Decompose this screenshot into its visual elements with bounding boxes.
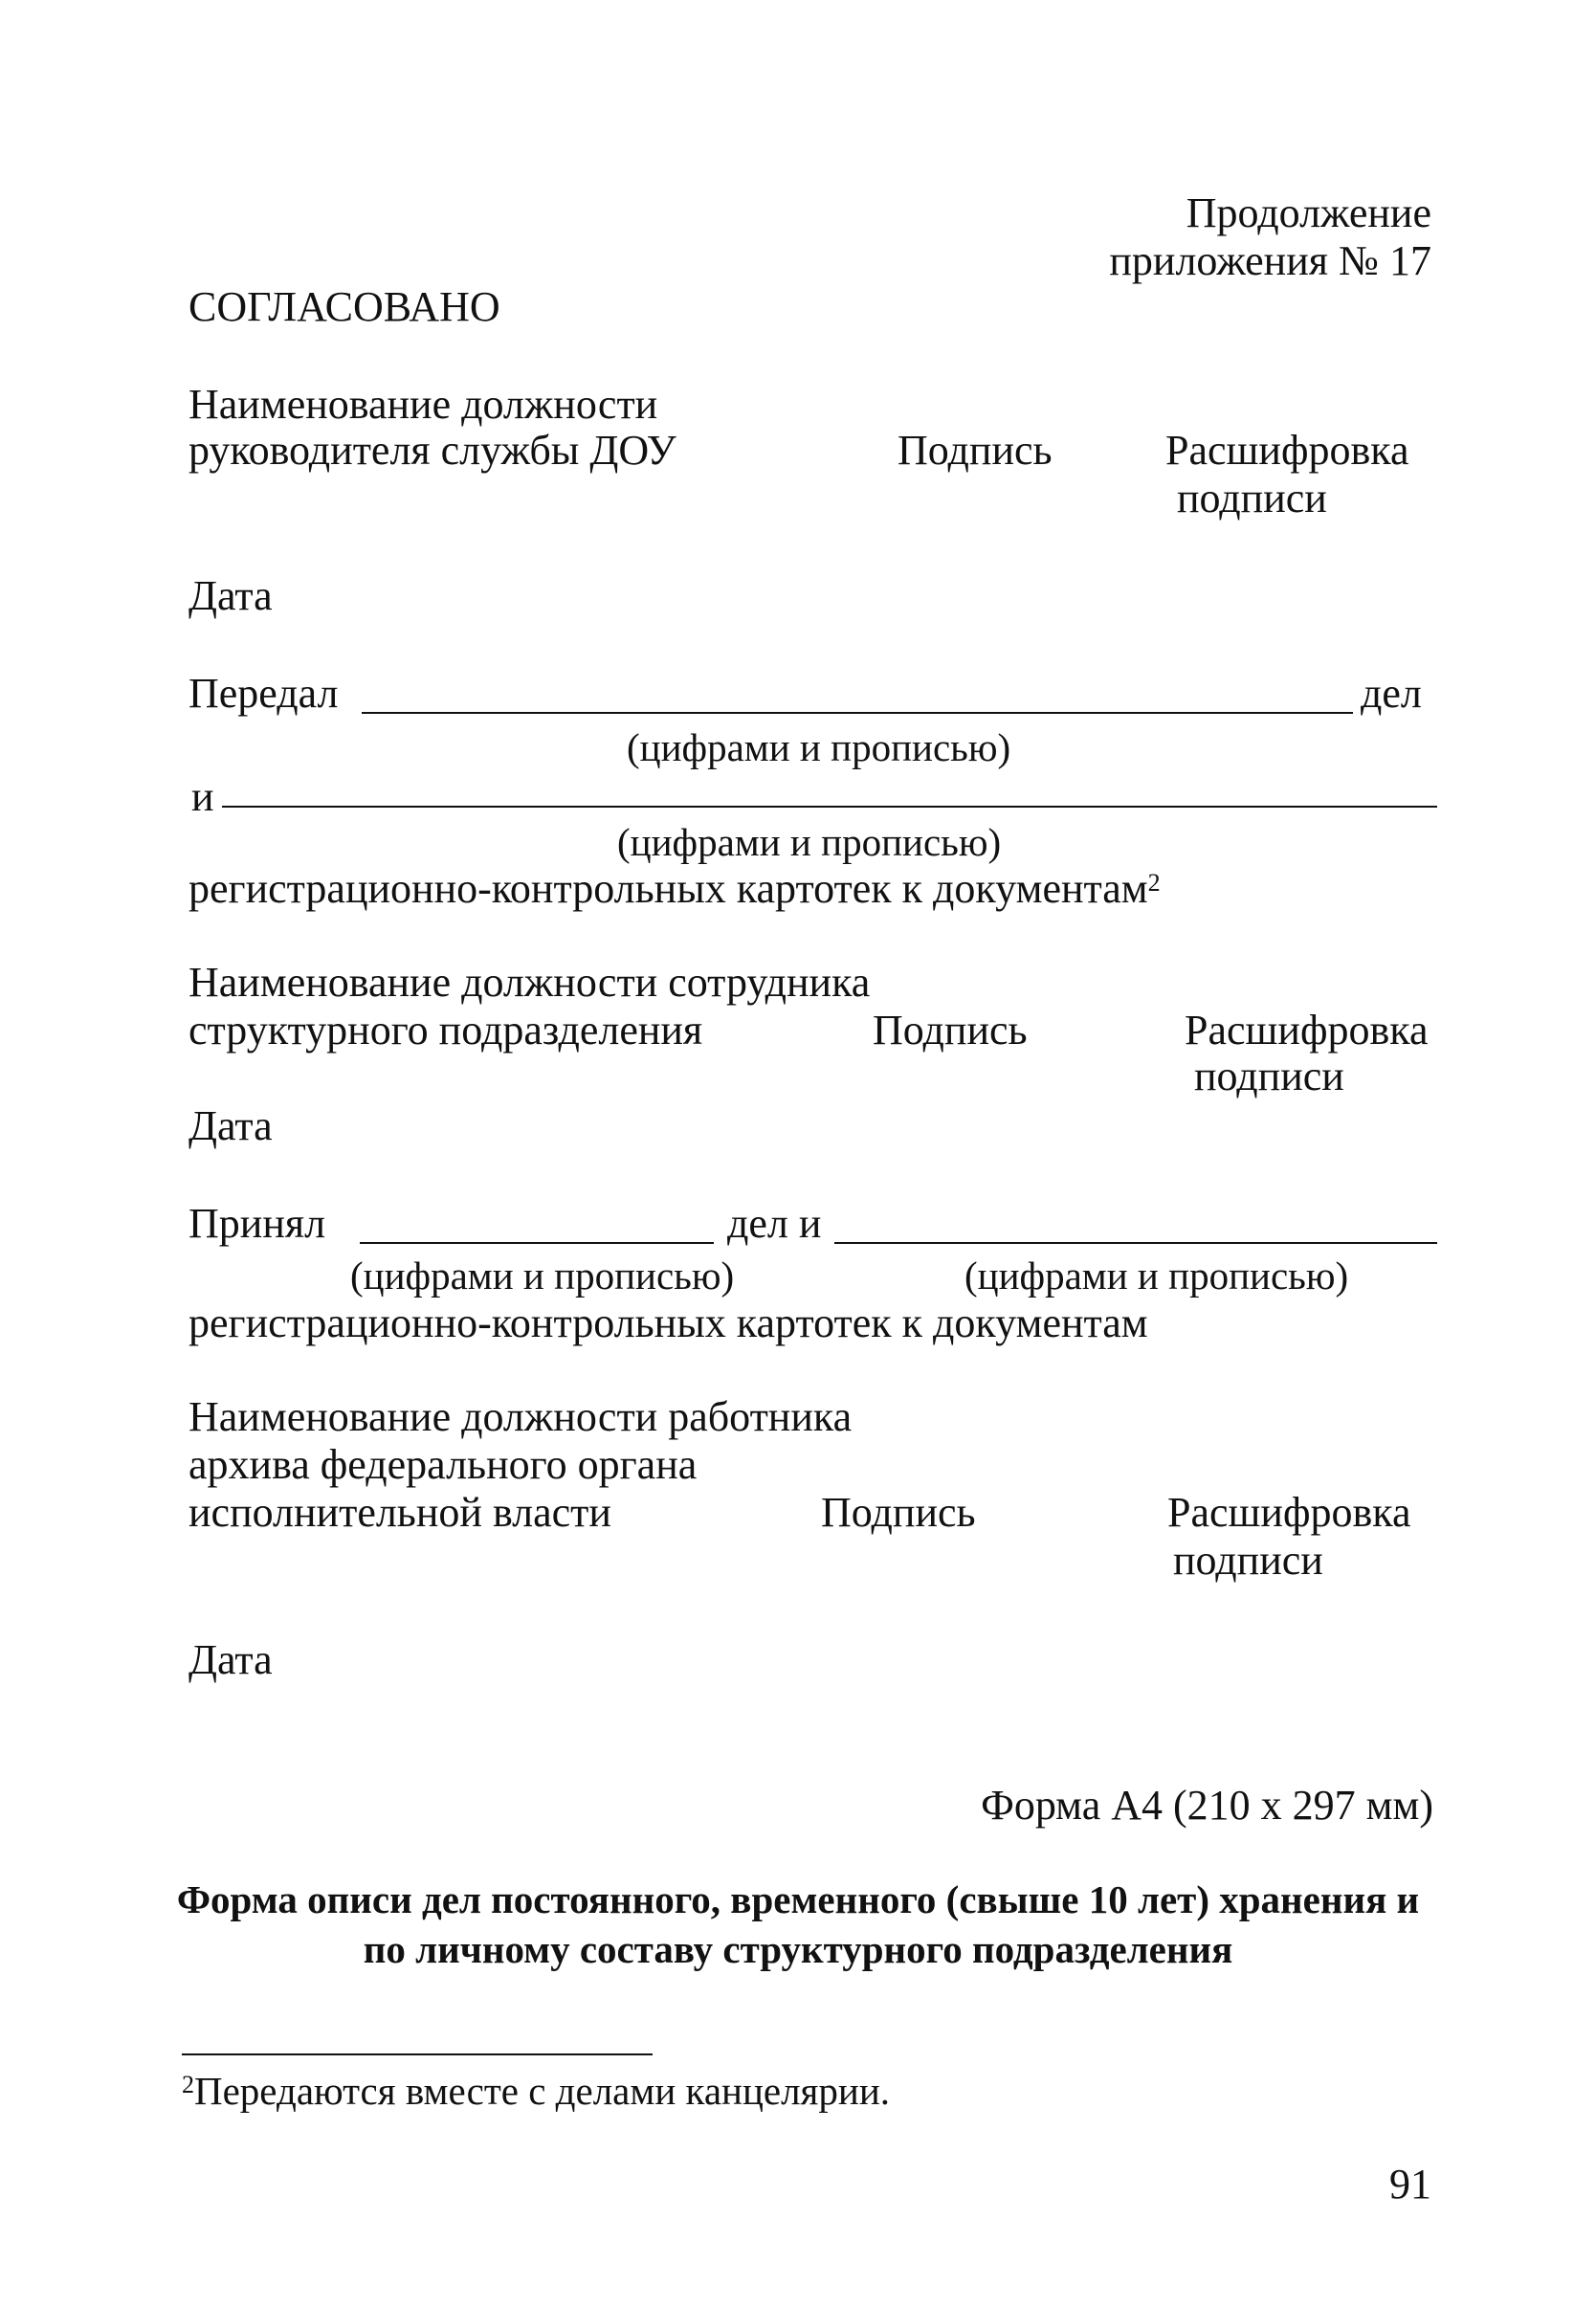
accepted-cases-line <box>360 1242 714 1244</box>
accepted-label: Принял <box>188 1200 326 1247</box>
block1-position-line1: Наименование должности <box>188 381 658 428</box>
block1-signature: Подпись <box>898 427 1053 474</box>
block2-position-line1: Наименование должности сотрудника <box>188 959 871 1006</box>
cards-line-1 <box>188 865 1161 913</box>
footnote-ref: 2 <box>1147 869 1161 897</box>
accepted-cards-line <box>834 1242 1437 1244</box>
handed-over-label: Передал <box>188 670 339 717</box>
continuation-line1: Продолжение <box>1186 189 1431 236</box>
hint-digits-words-left: (цифрами и прописью) <box>350 1254 735 1298</box>
block3-position-line3: исполнительной власти <box>188 1489 611 1536</box>
cases-label: дел <box>1361 670 1422 717</box>
footnote-mark: 2 <box>182 2071 194 2098</box>
form-title-line2: по личному составу структурного подразделения <box>363 1927 1233 1971</box>
page-number: 91 <box>1389 2161 1431 2208</box>
continuation-line2: приложения № 17 <box>1109 237 1431 284</box>
and-line <box>222 806 1437 808</box>
and-label: и <box>191 773 214 820</box>
footnote-text: Передаются вместе с делами канцелярии. <box>194 2069 891 2113</box>
block3-position-line2: архива федерального органа <box>188 1441 698 1488</box>
block3-date: Дата <box>188 1636 273 1683</box>
footnote-separator <box>182 2053 653 2055</box>
block3-signature: Подпись <box>821 1489 976 1536</box>
form-format: Форма А4 (210 х 297 мм) <box>981 1782 1433 1829</box>
block1-decoding-line2: подписи <box>1177 475 1327 522</box>
cases-and-label: дел и <box>727 1200 822 1247</box>
form-title-line1: Форма описи дел постоянного, временного (свыше 10 лет) хранения и <box>176 1877 1420 1921</box>
cards-line-2: регистрационно-контрольных картотек к документам <box>188 1299 1148 1346</box>
block2-position-line2: структурного подразделения <box>188 1007 703 1054</box>
block2-signature: Подпись <box>873 1007 1028 1054</box>
approved-heading: СОГЛАСОВАНО <box>188 283 500 330</box>
hint-digits-words-1: (цифрами и прописью) <box>627 725 1011 769</box>
block1-decoding-line1: Расшифровка <box>1165 427 1409 474</box>
hint-digits-words-right: (цифрами и прописью) <box>964 1254 1349 1298</box>
block3-decoding-line2: подписи <box>1173 1537 1323 1584</box>
block3-position-line1: Наименование должности работника <box>188 1393 853 1440</box>
footnote <box>182 2067 890 2115</box>
block2-decoding-line2: подписи <box>1194 1053 1344 1099</box>
cards-line-1-text: регистрационно-контрольных картотек к документам <box>188 865 1148 912</box>
block2-decoding-line1: Расшифровка <box>1185 1007 1429 1054</box>
block1-position-line2: руководителя службы ДОУ <box>188 427 676 474</box>
block3-decoding-line1: Расшифровка <box>1167 1489 1411 1536</box>
handed-over-line <box>362 712 1353 714</box>
block2-date: Дата <box>188 1102 273 1149</box>
hint-digits-words-2: (цифрами и прописью) <box>617 820 1002 864</box>
block1-date: Дата <box>188 572 273 619</box>
